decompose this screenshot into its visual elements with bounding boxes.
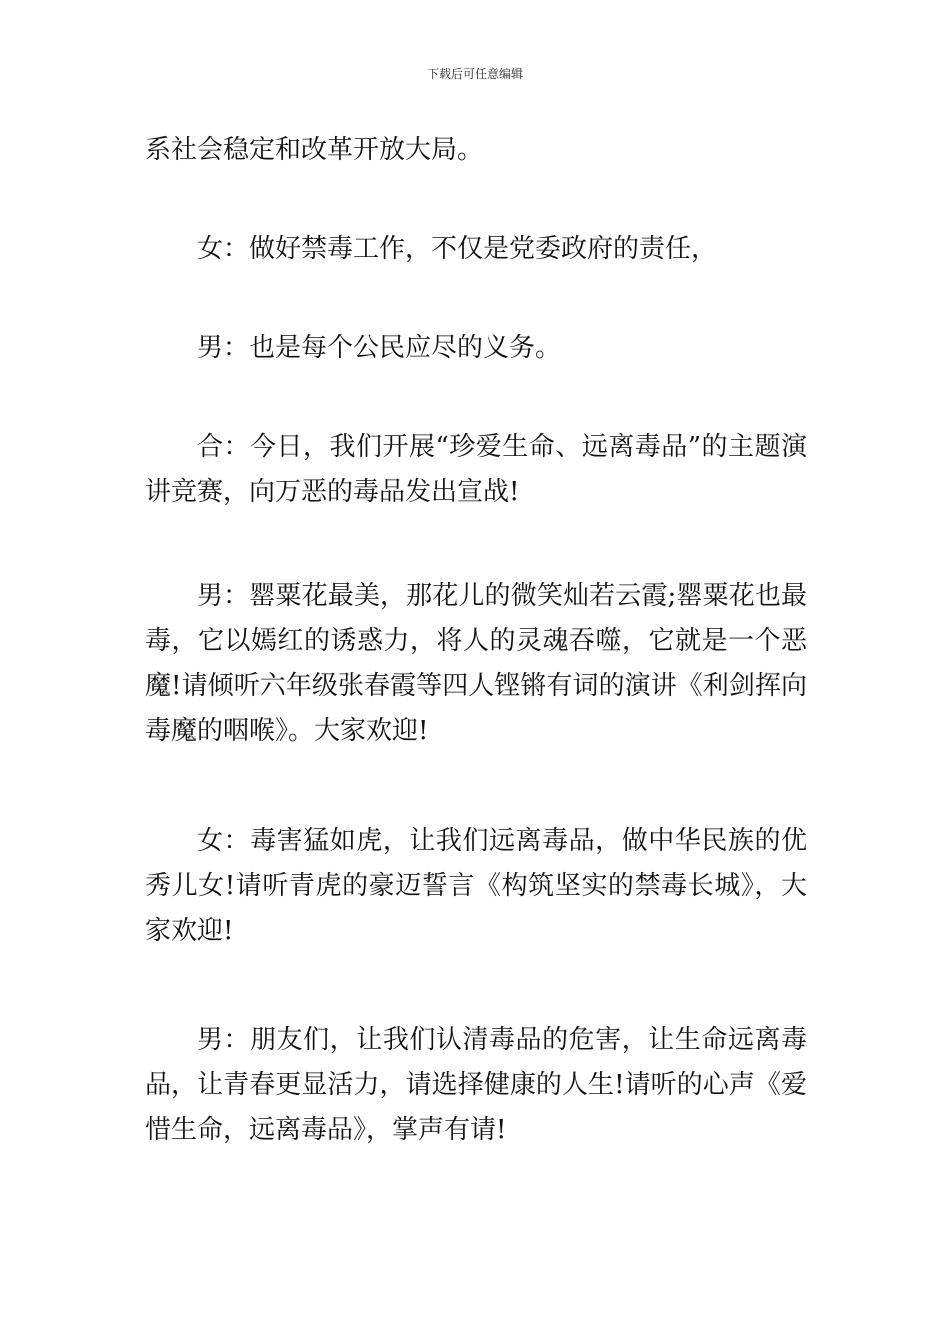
paragraph-male-2: 男：罂粟花最美，那花儿的微笑灿若云霞;罂粟花也最毒，它以嫣红的诱惑力，将人的灵魂吞噬，它就是一个恶魔!请倾听六年级张春霞等四人铿锵有词的演讲《利剑挥向毒魔的咽喉》。大家欢迎!: [145, 581, 807, 746]
paragraph-male-3: 男：朋友们，让我们认清毒品的危害，让生命远离毒品，让青春更显活力，请选择健康的人生!请听的心声《爱惜生命，远离毒品》，掌声有请!: [145, 1025, 807, 1145]
paragraph-female-1: 女：做好禁毒工作，不仅是党委政府的责任，: [197, 234, 718, 264]
paragraph-continuation: 系社会稳定和改革开放大局。: [145, 135, 484, 165]
header-note: 下载后可任意编辑: [426, 67, 523, 81]
paragraph-male-1: 男：也是每个公民应尽的义务。: [197, 333, 562, 363]
paragraph-together: 合：今日，我们开展“珍爱生命、远离毒品”的主题演讲竞赛，向万恶的毒品发出宣战!: [145, 432, 807, 507]
paragraph-female-2: 女：毒害猛如虎，让我们远离毒品，做中华民族的优秀儿女!请听青虎的豪迈誓言《构筑坚实的禁毒长城》，大家欢迎!: [145, 826, 807, 946]
